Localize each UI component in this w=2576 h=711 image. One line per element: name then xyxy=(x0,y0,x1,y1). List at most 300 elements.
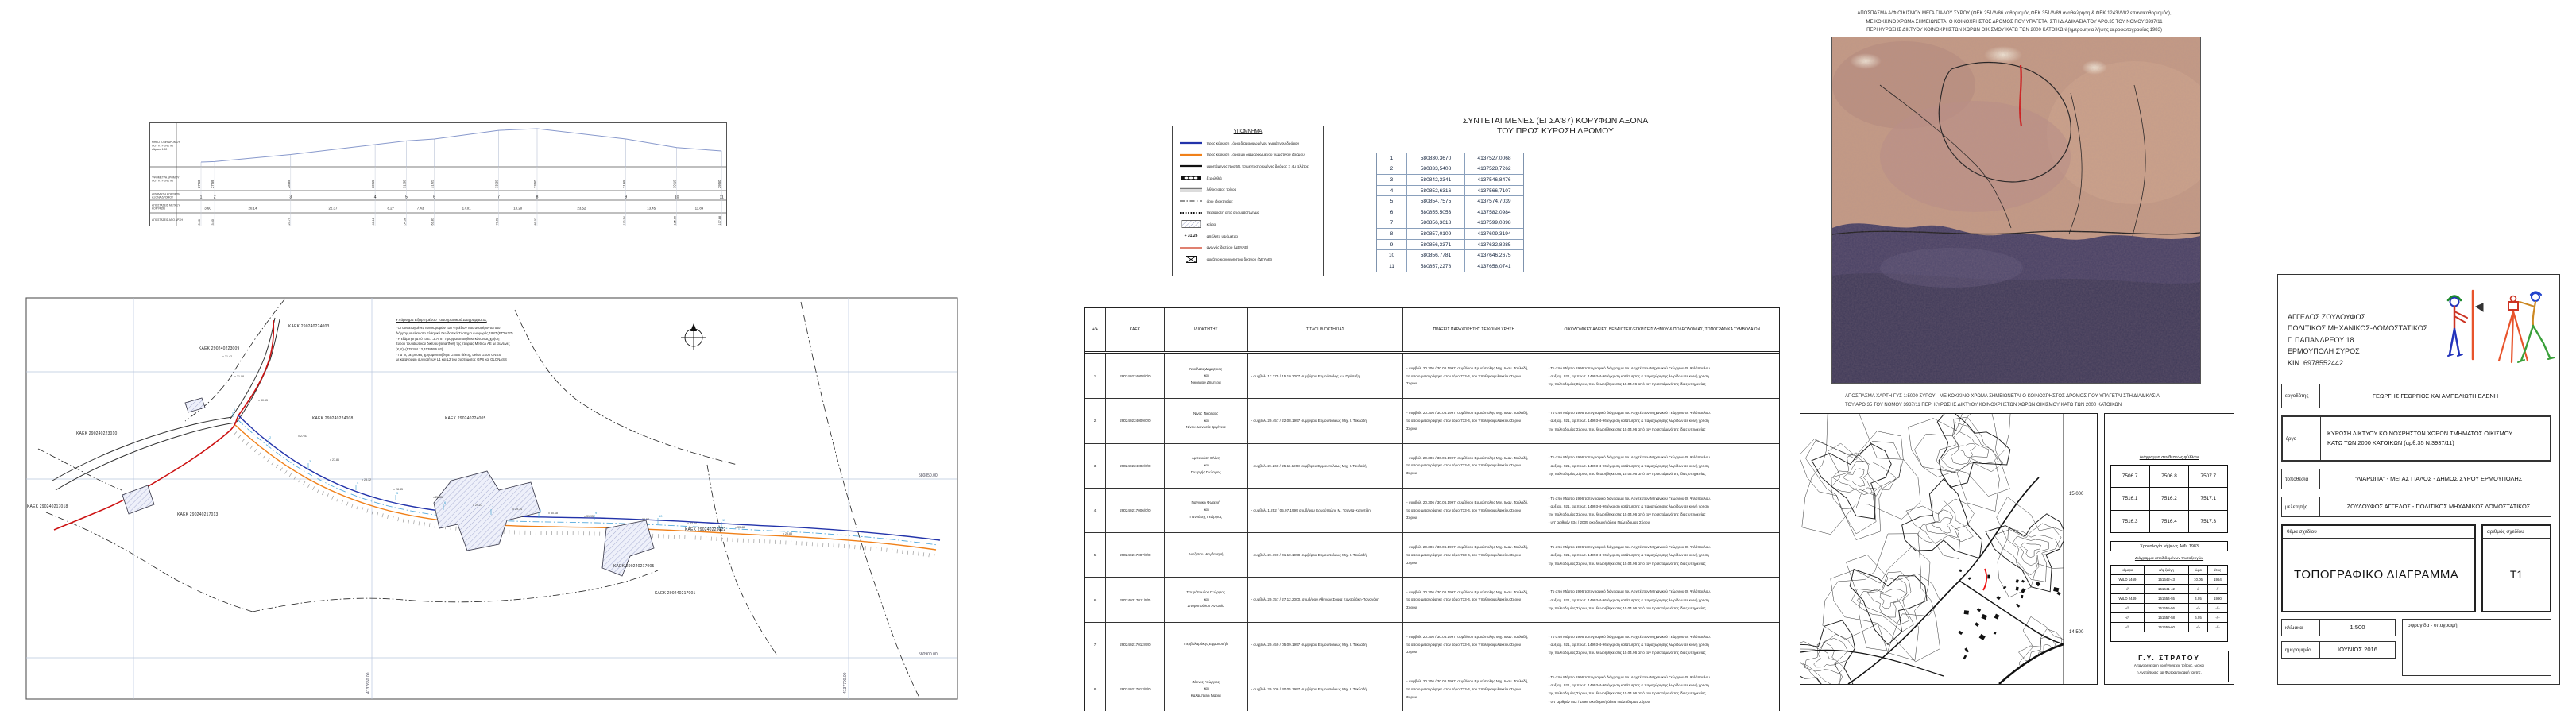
svg-text:29.74: 29.74 xyxy=(515,508,522,511)
kaek-label: ΚΑΕΚ 290240223009 xyxy=(199,346,240,351)
owner-name xyxy=(1165,578,1248,621)
coords-row xyxy=(1377,261,1523,272)
owner-aa: 8 xyxy=(1085,667,1106,711)
praxis-line: Σύρου xyxy=(1406,381,1418,386)
survey-note xyxy=(396,318,567,363)
svg-text:11.89: 11.89 xyxy=(694,206,704,211)
permit-line: της πολεοδομίας Σύρου, που θεωρήθηκε στις 10.04.96 από τον προϊστάμενό της ίδιας υπηρεσίας xyxy=(1548,651,1706,655)
vertex-number: 9 xyxy=(1377,240,1407,250)
permit-line: της πολεοδομίας Σύρου, που θεωρήθηκε στις 10.04.96 από τον προϊστάμενό της ίδιας υπηρεσίας xyxy=(1548,605,1706,610)
svg-text:7.43: 7.43 xyxy=(416,206,424,211)
svg-text:2: 2 xyxy=(213,195,216,200)
legend-item-label: : υφιστάμενος προ'55, τσιμεντοστρωμένος δρόμος > 4μ πλάτος xyxy=(1205,164,1309,168)
kaek-label: ΚΑΕΚ 290240224003 xyxy=(288,324,330,329)
owner-name-line: Αμπελιώτη Ελένη xyxy=(1191,456,1220,461)
svg-text:11: 11 xyxy=(719,195,724,200)
svg-text:580900.00: 580900.00 xyxy=(919,652,938,657)
owner-name-line: και xyxy=(1203,508,1209,512)
field-location xyxy=(2281,469,2551,489)
owner-kaek: 290240217013/9/0 xyxy=(1106,667,1165,711)
gys-sheet-cell: 7506.7 xyxy=(2110,465,2150,489)
owner-name-line: και xyxy=(1203,462,1209,467)
praxis-line: Σύρου xyxy=(1406,605,1418,609)
gys-pairs-cell: 4.05 xyxy=(2189,594,2208,603)
praxis-line: - συμβόλ. 20.306 / 30.06.1997, συμβ/φου Ερμούπολης Μιχ. Ιωαν. Τακλαδή, xyxy=(1406,500,1529,505)
gys-pairs-cell: -//- xyxy=(2111,613,2145,622)
field-location-value: "ΛΙΑΡΩΠΑ" - ΜΕΓΑΣ ΓΙΑΛΟΣ - ΔΗΜΟΣ ΣΥΡΟΥ ΕΡΜΟΥΠΟΛΗΣ xyxy=(2354,475,2523,483)
coords-table-title xyxy=(1375,116,1736,137)
svg-text:ΠΟΥ ΚΥΡΩΝΕΤΑΙ: ΠΟΥ ΚΥΡΩΝΕΤΑΙ xyxy=(152,179,174,183)
owner-praxis xyxy=(1403,399,1545,442)
owners-header-cell: ΠΡΑΞΕΙΣ ΠΑΡΑΧΩΡΗΣΗΣ ΣΕ ΚΟΙΝΗ ΧΡΗΣΗ xyxy=(1403,308,1545,351)
owners-row xyxy=(1085,443,1779,488)
svg-text:32.57: 32.57 xyxy=(642,518,649,521)
gys-pairs-row xyxy=(2111,584,2227,593)
owners-header-cell: ΟΙΚΟΔΟΜΙΚΕΣ ΑΔΕΙΕΣ, ΒΕΒΑΙΩΣΕΙΣ/ΕΓΚΡΙΣΕΙΣ ΔΗΜΟΥ & ΠΟΛΕΟΔΟΜΙΑΣ, ΤΟΠΟΓΡΑΦΙΚΑ ΣΥΜΒΟΛΑΙΩΝ xyxy=(1564,327,1761,332)
orange-road-edge xyxy=(235,425,936,550)
engineer-address: Γ. ΠΑΠΑΝΔΡΕΟΥ 18 xyxy=(2288,335,2354,344)
praxis-line: το οποίο μεταγράφηκε στον τόμο 733-4, του Υποθηκοφυλακείου Σύρου xyxy=(1406,373,1522,378)
owner-permits xyxy=(1545,578,1779,621)
building-icon xyxy=(1178,219,1205,229)
legend-item-label: : περίφραξη από συρματόπλεγμα xyxy=(1205,211,1260,215)
owners-table xyxy=(1084,307,1780,711)
gys-pairs-cell: -//- xyxy=(2189,585,2208,593)
survey-note-line: διάγραμμα είναι στο Ελληνικό Γεωδαιτικό Σύστημα Αναφοράς 1987 (ΕΓΣΑ'87) xyxy=(396,331,513,336)
svg-text:9: 9 xyxy=(595,511,598,515)
blue-road-edge xyxy=(238,415,940,540)
project-line2: ΚΑΤΩ ΤΩΝ 2000 ΚΑΤΟΙΚΩΝ (αρθ.35 Ν.3937/11) xyxy=(2327,439,2454,446)
owner-praxis xyxy=(1403,578,1545,621)
gys-pairs-row xyxy=(2111,622,2227,632)
permit-line: - Το από Μάρτιο 1996 τοπογραφικό διάγραμμα του Αρχιτέκτων Μηχανικού Γεώργιου Θ. Ψιλόπουλου. xyxy=(1548,589,1712,594)
aerial-caption-top xyxy=(1828,10,2201,35)
owners-header-cell: Α/Α xyxy=(1085,308,1106,351)
praxis-line: - συμβόλ. 20.306 / 30.06.1997, συμβ/φου Ερμούπολης Μιχ. Ιωαν. Τακλαδή, xyxy=(1406,545,1529,550)
vertex-number: 5 xyxy=(1377,196,1407,207)
coord-y: 4137632,8285 xyxy=(1477,242,1511,248)
buildings xyxy=(122,398,654,576)
field-project xyxy=(2281,415,2551,462)
drawing-number: Τ1 xyxy=(2509,568,2524,581)
dotted-icon xyxy=(1178,210,1205,216)
permit-line: - αυξ.αρ. 921, αρ.πρωτ. 14993-4-96 έγκριση κατάτμησης & παραχώρησης λωρίδων σε κοινή χρήση xyxy=(1548,597,1709,602)
title-line: - συμβόλ. 20.306 / 30.05.1997 συμβ/φου Ερμουπόλεως Μιχ. Ι. Τακλαδή xyxy=(1251,687,1367,692)
owner-name-line: και xyxy=(1203,373,1209,378)
praxis-line: Σύρου xyxy=(1406,516,1418,520)
svg-text:ΑΡΙΘΜΗΣΗ ΚΟΡΥΦΩΝ: ΑΡΙΘΜΗΣΗ ΚΟΡΥΦΩΝ xyxy=(152,192,180,196)
svg-text:30.65: 30.65 xyxy=(261,399,268,402)
coord-y: 4137582,0984 xyxy=(1477,209,1511,215)
engineer-city: ΕΡΜΟΥΠΟΛΗ ΣΥΡΟΣ xyxy=(2288,347,2360,356)
owners-header-row xyxy=(1085,308,1779,354)
svg-text:10: 10 xyxy=(659,514,663,518)
coord-y: 4137528,7262 xyxy=(1477,166,1511,172)
svg-text:27.53: 27.53 xyxy=(300,435,307,438)
owner-praxis xyxy=(1403,667,1545,711)
drawing-title: ΤΟΠΟΓΡΑΦΙΚΟ ΔΙΑΓΡΑΜΜΑ xyxy=(2294,567,2459,582)
gys-date-line: Χρονολογία λήψεως Α/Φ. 1983 xyxy=(2110,541,2228,551)
permit-line: της πολεοδομίας Σύρου, που θεωρήθηκε στις 10.04.96 από τον προϊστάμενό της ίδιας υπηρεσίας xyxy=(1548,512,1706,517)
gys-pairs-cell: 10.05 xyxy=(2189,575,2208,584)
owner-aa: 7 xyxy=(1085,623,1106,667)
aerial-caption-line: ΤΟΥ ΑΡΘ.35 ΤΟΥ ΝΟΜΟΥ 3937/11 ΠΕΡΙ ΚΥΡΩΣΗΣ ΔΙΚΤΥΟΥ ΚΟΙΝΟΧΡΗΣΤΩΝ ΧΩΡΩΝ ΟΙΚΙΣΜΟΥ ΚΑΤΩ ΤΩΝ 2000 ΚΑΤΟΙΚΩΝ xyxy=(1845,403,2122,408)
gys-stamp-text: Απαγορεύεται η χορήγησις εις τρίτους, ως και xyxy=(2133,663,2205,667)
svg-text:9: 9 xyxy=(625,195,628,200)
field-number xyxy=(2481,524,2551,612)
gys-stamp-title: Γ.Υ. ΣΤΡΑΤΟΥ xyxy=(2138,654,2200,662)
gys-pairs-cell: 151659-60 xyxy=(2145,623,2189,632)
svg-text:3.60: 3.60 xyxy=(211,219,215,226)
coord-y: 4137566,7107 xyxy=(1477,187,1511,194)
vertex-number: 1 xyxy=(1377,153,1407,164)
owner-name xyxy=(1165,354,1248,398)
praxis-line: - συμβόλ. 20.306 / 30.06.1997, συμβ/φου Ερμούπολης Μιχ. Ιωαν. Τακλαδή, xyxy=(1406,589,1529,594)
gys-sheets-title: Διάγραμμα συνθέσεως φύλλων xyxy=(2139,455,2199,460)
survey-note-line: Σύρου του ιδιωτικού δικτύου (smartNet) της εταιρίας Metrica ΑΕ με συντ/νες xyxy=(396,342,510,346)
svg-text:ΥΨΟΜΕΤΡΑ ΔΡΟΜΟΥ: ΥΨΟΜΕΤΡΑ ΔΡΟΜΟΥ xyxy=(152,176,180,180)
coord-x: 580833,5408 xyxy=(1407,164,1465,175)
engineer-phone: ΚΙΝ. 6978552442 xyxy=(2288,358,2344,367)
svg-text:ΜΗΚΟΤΟΜΗ ΔΡΟΜΟΥ: ΜΗΚΟΤΟΜΗ ΔΡΟΜΟΥ xyxy=(152,141,180,145)
field-designer-label: μελετητής xyxy=(2282,497,2320,516)
title-line: - συμβόλ. 21.190 / 01.10.1998 συμβ/φου Ερμουπόλεως Μιχ. Ι. Τακλαδή xyxy=(1251,553,1367,558)
coords-row xyxy=(1377,250,1523,261)
coord-x: 580856,7781 xyxy=(1407,250,1465,261)
praxis-line: Σύρου xyxy=(1406,650,1418,655)
vertex-number: 7 xyxy=(1377,218,1407,229)
owner-name-line: Γεωργής Γεώργιος xyxy=(1190,469,1221,474)
gys-pairs-row xyxy=(2111,593,2227,603)
svg-text:125.99: 125.99 xyxy=(673,215,677,226)
praxis-line: το οποίο μεταγράφηκε στον τόμο 733-4, του Υποθηκοφυλακείου Σύρου xyxy=(1406,553,1522,558)
owner-permits xyxy=(1545,489,1779,532)
svg-text:28.45: 28.45 xyxy=(396,488,403,491)
svg-text:3.60: 3.60 xyxy=(204,206,211,211)
surveyors-logo xyxy=(2429,284,2555,373)
aerial-caption-line: ΠΕΡΙ ΚΥΡΩΣΗΣ ΔΙΚΤΥΟΥ ΚΟΙΝΟΧΡΗΣΤΩΝ ΧΩΡΩΝ ΟΙΚΙΣΜΟΥ ΚΑΤΩ ΤΩΝ 2000 ΚΑΤΟΙΚΩΝ (ημερομηνία λήψης αεροφωτογραφίας 1983) xyxy=(1866,28,2162,33)
aerial-caption-line: ΜΕ ΚΟΚΚΙΝΟ ΧΡΩΜΑ ΣΗΜΕΙΩΝΕΤΑΙ Ο ΚΟΙΝΟΧΡΗΣΤΟΣ ΔΡΟΜΟΣ ΠΟΥ ΥΠΑΓΕΤΑΙ ΣΤΗ ΔΙΑΔΙΚΑΣΙΑ ΤΟΥ ΑΡΘ.35 ΤΟΥ ΝΟΜΟΥ 3937/11 xyxy=(1866,19,2163,25)
svg-text:30.10: 30.10 xyxy=(672,180,677,188)
field-client-label: εργοδότης xyxy=(2282,384,2320,408)
owners-row xyxy=(1085,577,1779,621)
permit-line: - αυξ.αρ. 921, αρ.πρωτ. 14993-4-96 έγκριση κατάτμησης & παραχώρησης λωρίδων σε κοινή χρήση xyxy=(1548,374,1709,379)
field-scale-label: κλίμακα xyxy=(2282,620,2320,636)
owner-name-line: Νίνος Νικόλαος xyxy=(1193,411,1219,415)
owner-name-line: Σπυρόπουλος Γεώργιος xyxy=(1186,590,1226,595)
svg-text:31.08: 31.08 xyxy=(237,375,244,378)
owner-name-line: Νικολάου Δήμητρα xyxy=(1190,381,1221,384)
vertex-number: 2 xyxy=(1377,164,1407,175)
gys-sheet-cell: 7516.4 xyxy=(2149,510,2189,534)
stamp-label: σφραγίδα - υπογραφή xyxy=(2408,623,2458,628)
svg-text:23.74: 23.74 xyxy=(287,217,291,226)
line-black-icon xyxy=(1178,163,1205,169)
svg-text:4: 4 xyxy=(357,481,359,485)
praxis-line: - συμβόλ. 20.306 / 30.06.1997, συμβ/φου Ερμούπολης Μιχ. Ιωαν. Τακλαδή, xyxy=(1406,679,1529,684)
coords-table xyxy=(1376,153,1524,272)
contour-red-road xyxy=(1983,569,1986,590)
svg-text:10: 10 xyxy=(674,195,679,200)
gys-pairs-cell: -//- xyxy=(2215,606,2220,610)
field-project-value xyxy=(2321,417,2550,460)
owner-name-line: Νικόλαος Δημήτριος xyxy=(1189,366,1223,371)
engineer-info xyxy=(2288,311,2427,369)
praxis-line: το οποίο μεταγράφηκε στον τόμο 733-4, του Υποθηκοφυλακείου Σύρου xyxy=(1406,463,1522,468)
owner-name xyxy=(1165,533,1248,577)
owner-titles xyxy=(1248,399,1404,442)
permit-line: - αυξ.αρ. 921, αρ.πρωτ. 14993-4-96 έγκριση κατάτμησης & παραχώρησης λωρίδων σε κοινή χρήση xyxy=(1548,463,1709,468)
owner-kaek: 290240217007/0/0 xyxy=(1106,533,1165,577)
coords-row xyxy=(1377,207,1523,218)
drywall-icon xyxy=(1178,175,1205,181)
vertex-number: 3 xyxy=(1377,175,1407,185)
vertex-number: 8 xyxy=(1377,229,1407,239)
legend-item xyxy=(1178,242,1318,253)
owner-kaek: 290240224008/0/0 xyxy=(1106,354,1165,398)
svg-text:22.37: 22.37 xyxy=(328,206,338,211)
gys-pairs-cell: -//- xyxy=(2111,585,2145,593)
coord-x: 580842,3341 xyxy=(1407,175,1465,185)
owner-kaek: 290240217012/9/0 xyxy=(1106,623,1165,667)
permit-line: - Το από Μάρτιο 1996 τοπογραφικό διάγραμμα του Αρχιτέκτων Μηχανικού Γεώργιου Θ. Ψιλόπουλου. xyxy=(1548,496,1712,500)
gys-pairs-header-cell: α/φ ζεύγη xyxy=(2145,566,2189,574)
title-line: - συμβόλ. 21.260 / 25.11.1998 συμβ/φου Ερμουπόλεως Μιχ. Ι. Τακλαδή xyxy=(1251,463,1367,468)
owner-kaek: 290240217006/0/0 xyxy=(1106,489,1165,532)
permit-line: της πολεοδομίας Σύρου, που θεωρήθηκε στις 10.04.96 από τον προϊστάμενό της ίδιας υπηρεσίας xyxy=(1548,471,1706,476)
existing-road xyxy=(52,318,280,490)
svg-text:11: 11 xyxy=(722,518,726,522)
gys-sheet-cell: 7516.3 xyxy=(2110,510,2150,534)
permit-line: - Το από Μάρτιο 1996 τοπογραφικό διάγραμμα του Αρχιτέκτων Μηχανικού Γεώργιου Θ. Ψιλόπουλου. xyxy=(1548,634,1712,639)
contour-map xyxy=(1800,413,2098,685)
date-value: ΙΟΥΝΙΟΣ 2016 xyxy=(2337,645,2378,653)
gys-pairs-cell: 1990 xyxy=(2214,597,2222,601)
owner-titles xyxy=(1248,667,1404,711)
owner-praxis xyxy=(1403,444,1545,488)
kaek-label: ΚΑΕΚ 290240224008 xyxy=(312,416,354,421)
permit-line: - υπ' αριθμόν 834 / 2005 οικοδομική άδεια Πολεοδομίας Σύρου xyxy=(1548,520,1650,525)
kaek-label: ΚΑΕΚ 290240217013 xyxy=(177,512,219,517)
praxis-line: - συμβόλ. 20.306 / 30.06.1997, συμβ/φου Ερμούπολης Μιχ. Ιωαν. Τακλαδή, xyxy=(1406,634,1529,639)
coords-row xyxy=(1377,218,1523,230)
permit-line: - Το από Μάρτιο 1996 τοπογραφικό διάγραμμα του Αρχιτέκτων Μηχανικού Γεώργιου Θ. Ψιλόπουλου. xyxy=(1548,411,1712,415)
coord-x: 580852,6316 xyxy=(1407,186,1465,196)
legend-item xyxy=(1178,218,1318,230)
gys-sheet-cell: 7506.8 xyxy=(2149,465,2189,489)
svg-text:78.82: 78.82 xyxy=(495,217,499,226)
legend-item-label: : φρεάτιο κοινόχρηστου δικτύου (ΔΕΥΑΕ) xyxy=(1205,257,1272,261)
svg-text:1: 1 xyxy=(199,195,203,200)
svg-text:3: 3 xyxy=(289,195,292,200)
gys-pairs-cell: -//- xyxy=(2215,625,2220,629)
legend-item xyxy=(1178,195,1318,207)
svg-text:0.00: 0.00 xyxy=(198,219,201,226)
owner-praxis xyxy=(1403,489,1545,532)
contour-map-art xyxy=(1800,414,2064,684)
gys-pairs-row xyxy=(2111,603,2227,612)
svg-text:27.50: 27.50 xyxy=(197,180,201,188)
gys-pairs-table xyxy=(2110,565,2228,642)
coords-title-line2: ΤΟΥ ΠΡΟΣ ΚΥΡΩΣΗ ΔΡΟΜΟΥ xyxy=(1497,126,1614,137)
gys-pairs-cell: -//- xyxy=(2189,623,2208,632)
stamp-box xyxy=(2402,619,2551,676)
permit-line: της πολεοδομίας Σύρου, που θεωρήθηκε στις 10.04.96 από τον προϊστάμενό της ίδιας υπηρεσίας xyxy=(1548,427,1706,431)
coord-x: 580856,3618 xyxy=(1407,218,1465,229)
owner-name-line: Περβολαράκης Εμμανουήλ xyxy=(1184,642,1228,647)
gys-info-column xyxy=(2104,413,2234,685)
owner-permits xyxy=(1545,354,1779,398)
title-line: - συμβόλ. 12.275 / 15.10.2007 συμβ/φου Ερμούπολης Ιω. Πρίντεζη xyxy=(1251,373,1360,378)
aerial-caption-line: ΑΠΟΣΠΑΣΜΑ ΧΑΡΤΗ ΓΥΣ 1:5000 ΣΥΡΟΥ - ΜΕ ΚΟΚΚΙΝΟ ΧΡΩΜΑ ΣΗΜΕΙΩΝΕΤΑΙ Ο ΚΟΙΝΟΧΡΗΣΤΟΣ ΔΡΟΜΟΣ ΠΟΥ ΥΠΑΓΕΤΑΙ ΣΤΗ ΔΙΑΔΙΚΑΣΙΑ xyxy=(1845,394,2160,399)
legend-title: ΥΠΟΜΝΗΜΑ xyxy=(1233,129,1263,134)
owner-aa: 3 xyxy=(1085,444,1106,488)
field-date-label: ημερομηνία xyxy=(2282,642,2320,658)
svg-text:3: 3 xyxy=(309,459,311,463)
owner-aa: 5 xyxy=(1085,533,1106,577)
gys-sheet-cell: 7517.3 xyxy=(2188,510,2228,534)
coords-row xyxy=(1377,164,1523,176)
praxis-line: Σύρου xyxy=(1406,471,1418,476)
praxis-line: - συμβόλ. 20.306 / 30.06.1997, συμβ/φου Ερμούπολης Μιχ. Ιωαν. Τακλαδή, xyxy=(1406,411,1529,415)
coord-y: 4137546,8476 xyxy=(1477,176,1511,183)
permit-line: της πολεοδομίας Σύρου, που θεωρήθηκε στις 10.04.96 από τον προϊστάμενό της ίδιας υπηρεσίας xyxy=(1548,561,1706,566)
owner-permits xyxy=(1545,444,1779,488)
permit-line: - αυξ.αρ. 921, αρ.πρωτ. 14993-4-96 έγκριση κατάτμησης & παραχώρησης λωρίδων σε κοινή χρήση xyxy=(1548,504,1709,508)
svg-text:33.20: 33.20 xyxy=(494,180,499,188)
svg-text:89.02: 89.02 xyxy=(534,217,537,226)
gys-pairs-row xyxy=(2111,574,2227,584)
gys-pairs-cell: 151655-56 xyxy=(2145,604,2189,612)
owners-header-cell: ΙΔΙΟΚΤΗΤΗΣ xyxy=(1165,308,1248,351)
owner-name xyxy=(1165,623,1248,667)
praxis-line: Σύρου xyxy=(1406,426,1418,431)
gys-pairs-cell: 6.05 xyxy=(2189,613,2208,622)
owners-row xyxy=(1085,488,1779,532)
owner-praxis xyxy=(1403,354,1545,398)
owner-name-line: Γιαννάκη Φωτεινή xyxy=(1191,500,1220,505)
svg-text:30.65: 30.65 xyxy=(371,180,376,188)
gys-pairs-cell: WILD 1469 xyxy=(2111,575,2145,584)
survey-note-line: - Για τις μετρήσεις χρησιμοποιήθηκε GNSS δέκτης Leica GS08 GNSS xyxy=(396,352,501,357)
legend-item xyxy=(1178,172,1318,184)
owner-titles xyxy=(1248,578,1404,621)
red-ratified-road xyxy=(54,320,273,530)
svg-text:7: 7 xyxy=(492,505,494,509)
owner-name-line: Νίνου Διονυσία Ιφιγένεια xyxy=(1186,425,1226,430)
praxis-line: το οποίο μεταγράφηκε στον τόμο 733-4, του Υποθηκοφυλακείου Σύρου xyxy=(1406,419,1522,423)
praxis-line: - συμβόλ. 20.306 / 30.06.1997, συμβ/φου Ερμούπολης Μιχ. Ιωαν. Τακλαδή, xyxy=(1406,366,1529,371)
svg-text:29.27: 29.27 xyxy=(475,504,482,507)
gys-pairs-cell: -//- xyxy=(2215,587,2220,591)
kaek-label: ΚΑΕΚ 290240217005 xyxy=(613,564,655,569)
svg-text:ΠΟΥ ΚΥΡΩΝΕΤΑΙ: ΠΟΥ ΚΥΡΩΝΕΤΑΙ xyxy=(152,144,174,148)
svg-text:4137700.00: 4137700.00 xyxy=(843,672,848,694)
owner-titles xyxy=(1248,533,1404,577)
engineer-name: ΑΓΓΕΛΟΣ ΖΟΥΛΟΥΦΟΣ xyxy=(2288,313,2366,321)
legend-item-label: : προς κύρωση , όριο μη διαμορφωμένου χωμάτινου δρόμου xyxy=(1205,153,1305,157)
legend-item-label: : κτίριο xyxy=(1205,222,1216,226)
scale-value: 1:500 xyxy=(2350,623,2365,631)
gys-sheet-cell: 7507.7 xyxy=(2188,465,2228,489)
owner-titles xyxy=(1248,444,1404,488)
owners-row xyxy=(1085,622,1779,667)
gys-pairs-empty-row xyxy=(2111,632,2227,641)
field-designer xyxy=(2281,497,2551,517)
survey-note-line: - Η εξάρτηση από το Ε.Γ.Σ.Α.'87 πραγματοποιήθηκε κάνοντας χρήση xyxy=(396,336,500,341)
coord-y: 4137527,0068 xyxy=(1477,155,1511,161)
owner-permits xyxy=(1545,623,1779,667)
field-client-value: ΓΕΩΡΓΗΣ ΓΕΩΡΓΙΟΣ ΚΑΙ ΑΜΠΕΛΙΩΤΗ ΕΛΕΝΗ xyxy=(2372,392,2499,400)
svg-text:5: 5 xyxy=(396,491,399,495)
owners-header-cell: ΚΑΕΚ xyxy=(1106,308,1165,351)
legend-item-label: : απόλυτο υψόμετρο xyxy=(1205,234,1238,238)
gys-pairs-cell: -//- xyxy=(2111,604,2145,612)
coord-y: 4137658,0741 xyxy=(1477,263,1511,269)
owner-name xyxy=(1165,667,1248,711)
svg-text:30.18: 30.18 xyxy=(551,512,558,515)
svg-text:20.14: 20.14 xyxy=(248,206,257,211)
gys-stamp-text: η Ανατύπωσις και Φωτοαντιγραφή ταύτης. xyxy=(2137,670,2202,674)
coords-row xyxy=(1377,175,1523,186)
kaek-label: ΚΑΕΚ 290240217001 xyxy=(655,591,696,596)
svg-text:6: 6 xyxy=(444,500,447,504)
svg-text:33.48: 33.48 xyxy=(737,526,745,529)
aerial-caption-bottom xyxy=(1845,392,2199,410)
svg-text:23.52: 23.52 xyxy=(577,206,586,211)
coord-x: 580856,3371 xyxy=(1407,240,1465,250)
svg-text:54.38: 54.38 xyxy=(403,217,407,226)
permit-line: - Το από Μάρτιο 1996 τοπογραφικό διάγραμμα του Αρχιτέκτων Μηχανικού Γεώργιου Θ. Ψιλόπουλου. xyxy=(1548,674,1712,679)
owner-name-line: και xyxy=(1203,686,1209,691)
gys-pairs-cell: 151642-43 xyxy=(2145,575,2189,584)
gys-pairs-cell: -//- xyxy=(2215,616,2220,620)
title-line: - συμβόλ. 20.757 / 27.12.2000, συμβ/φου Αθηνών Σοφία Κονσολάκη-Παναγάκη xyxy=(1251,597,1379,602)
owner-permits xyxy=(1545,667,1779,711)
field-number-label: αριθμός σχεδίου xyxy=(2483,526,2550,539)
vertex-number: 11 xyxy=(1377,261,1407,272)
vertex-number: 10 xyxy=(1377,250,1407,261)
field-date xyxy=(2281,641,2396,659)
svg-text:33.04: 33.04 xyxy=(690,522,697,525)
permit-line: - αυξ.αρ. 921, αρ.πρωτ. 14993-4-96 έγκριση κατάτμησης & παραχώρησης λωρίδων σε κοινή χρήση xyxy=(1548,419,1709,423)
dashdot-icon xyxy=(1178,198,1205,204)
permit-line: - Το από Μάρτιο 1996 τοπογραφικό διάγραμμα του Αρχιτέκτων Μηχανικού Γεώργιου Θ. Ψιλόπουλου. xyxy=(1548,544,1712,549)
line-orange-icon xyxy=(1178,152,1205,158)
coord-y: 4137574,7039 xyxy=(1477,199,1511,205)
field-designer-value: ΖΟΥΛΟΥΦΟΣ ΑΓΓΕΛΟΣ - ΠΟΛΙΤΙΚΟΣ ΜΗΧΑΝΙΚΟΣ ΔΟΜΟΣΤΑΤΙΚΟΣ xyxy=(2346,503,2531,511)
praxis-line: το οποίο μεταγράφηκε στον τόμο 733-4, του Υποθηκοφυλακείου Σύρου xyxy=(1406,642,1522,647)
legend-box xyxy=(1172,126,1324,276)
coords-row xyxy=(1377,196,1523,207)
permit-line: - αυξ.αρ. 921, αρ.πρωτ. 14993-4-96 έγκριση κατάτμησης & παραχώρησης λωρίδων σε κοινή χρήση xyxy=(1548,553,1709,558)
owner-name-line: Σπυροπούλου Αντωνία xyxy=(1187,604,1224,609)
legend-item xyxy=(1178,160,1318,172)
aerial-photo-art xyxy=(1832,37,2200,383)
owner-name xyxy=(1165,399,1248,442)
svg-text:8: 8 xyxy=(536,195,539,200)
svg-text:137.88: 137.88 xyxy=(718,215,722,226)
svg-text:5: 5 xyxy=(405,195,408,200)
owner-permits xyxy=(1545,533,1779,577)
aerial-caption-line: ΑΠΟΣΠΑΣΜΑ Α/Φ ΟΙΚΙΣΜΟΥ ΜΕΓΑ ΓΙΑΛΟΥ ΣΥΡΟΥ (ΦΕΚ 251/Δ/86 καθορισμός,ΦΕΚ 351/Δ/89 αναθεώρηση & ΦΕΚ 1243/Δ/02 επανακαθορισμός), xyxy=(1857,11,2172,16)
coord-x: 580855,5053 xyxy=(1407,207,1465,218)
svg-text:61.81: 61.81 xyxy=(431,217,435,226)
legend-item-label: : ξερολιθιά xyxy=(1205,176,1222,180)
svg-text:17.01: 17.01 xyxy=(462,206,471,211)
svg-text:4137650.00: 4137650.00 xyxy=(366,672,371,694)
vertex-number: 4 xyxy=(1377,186,1407,196)
